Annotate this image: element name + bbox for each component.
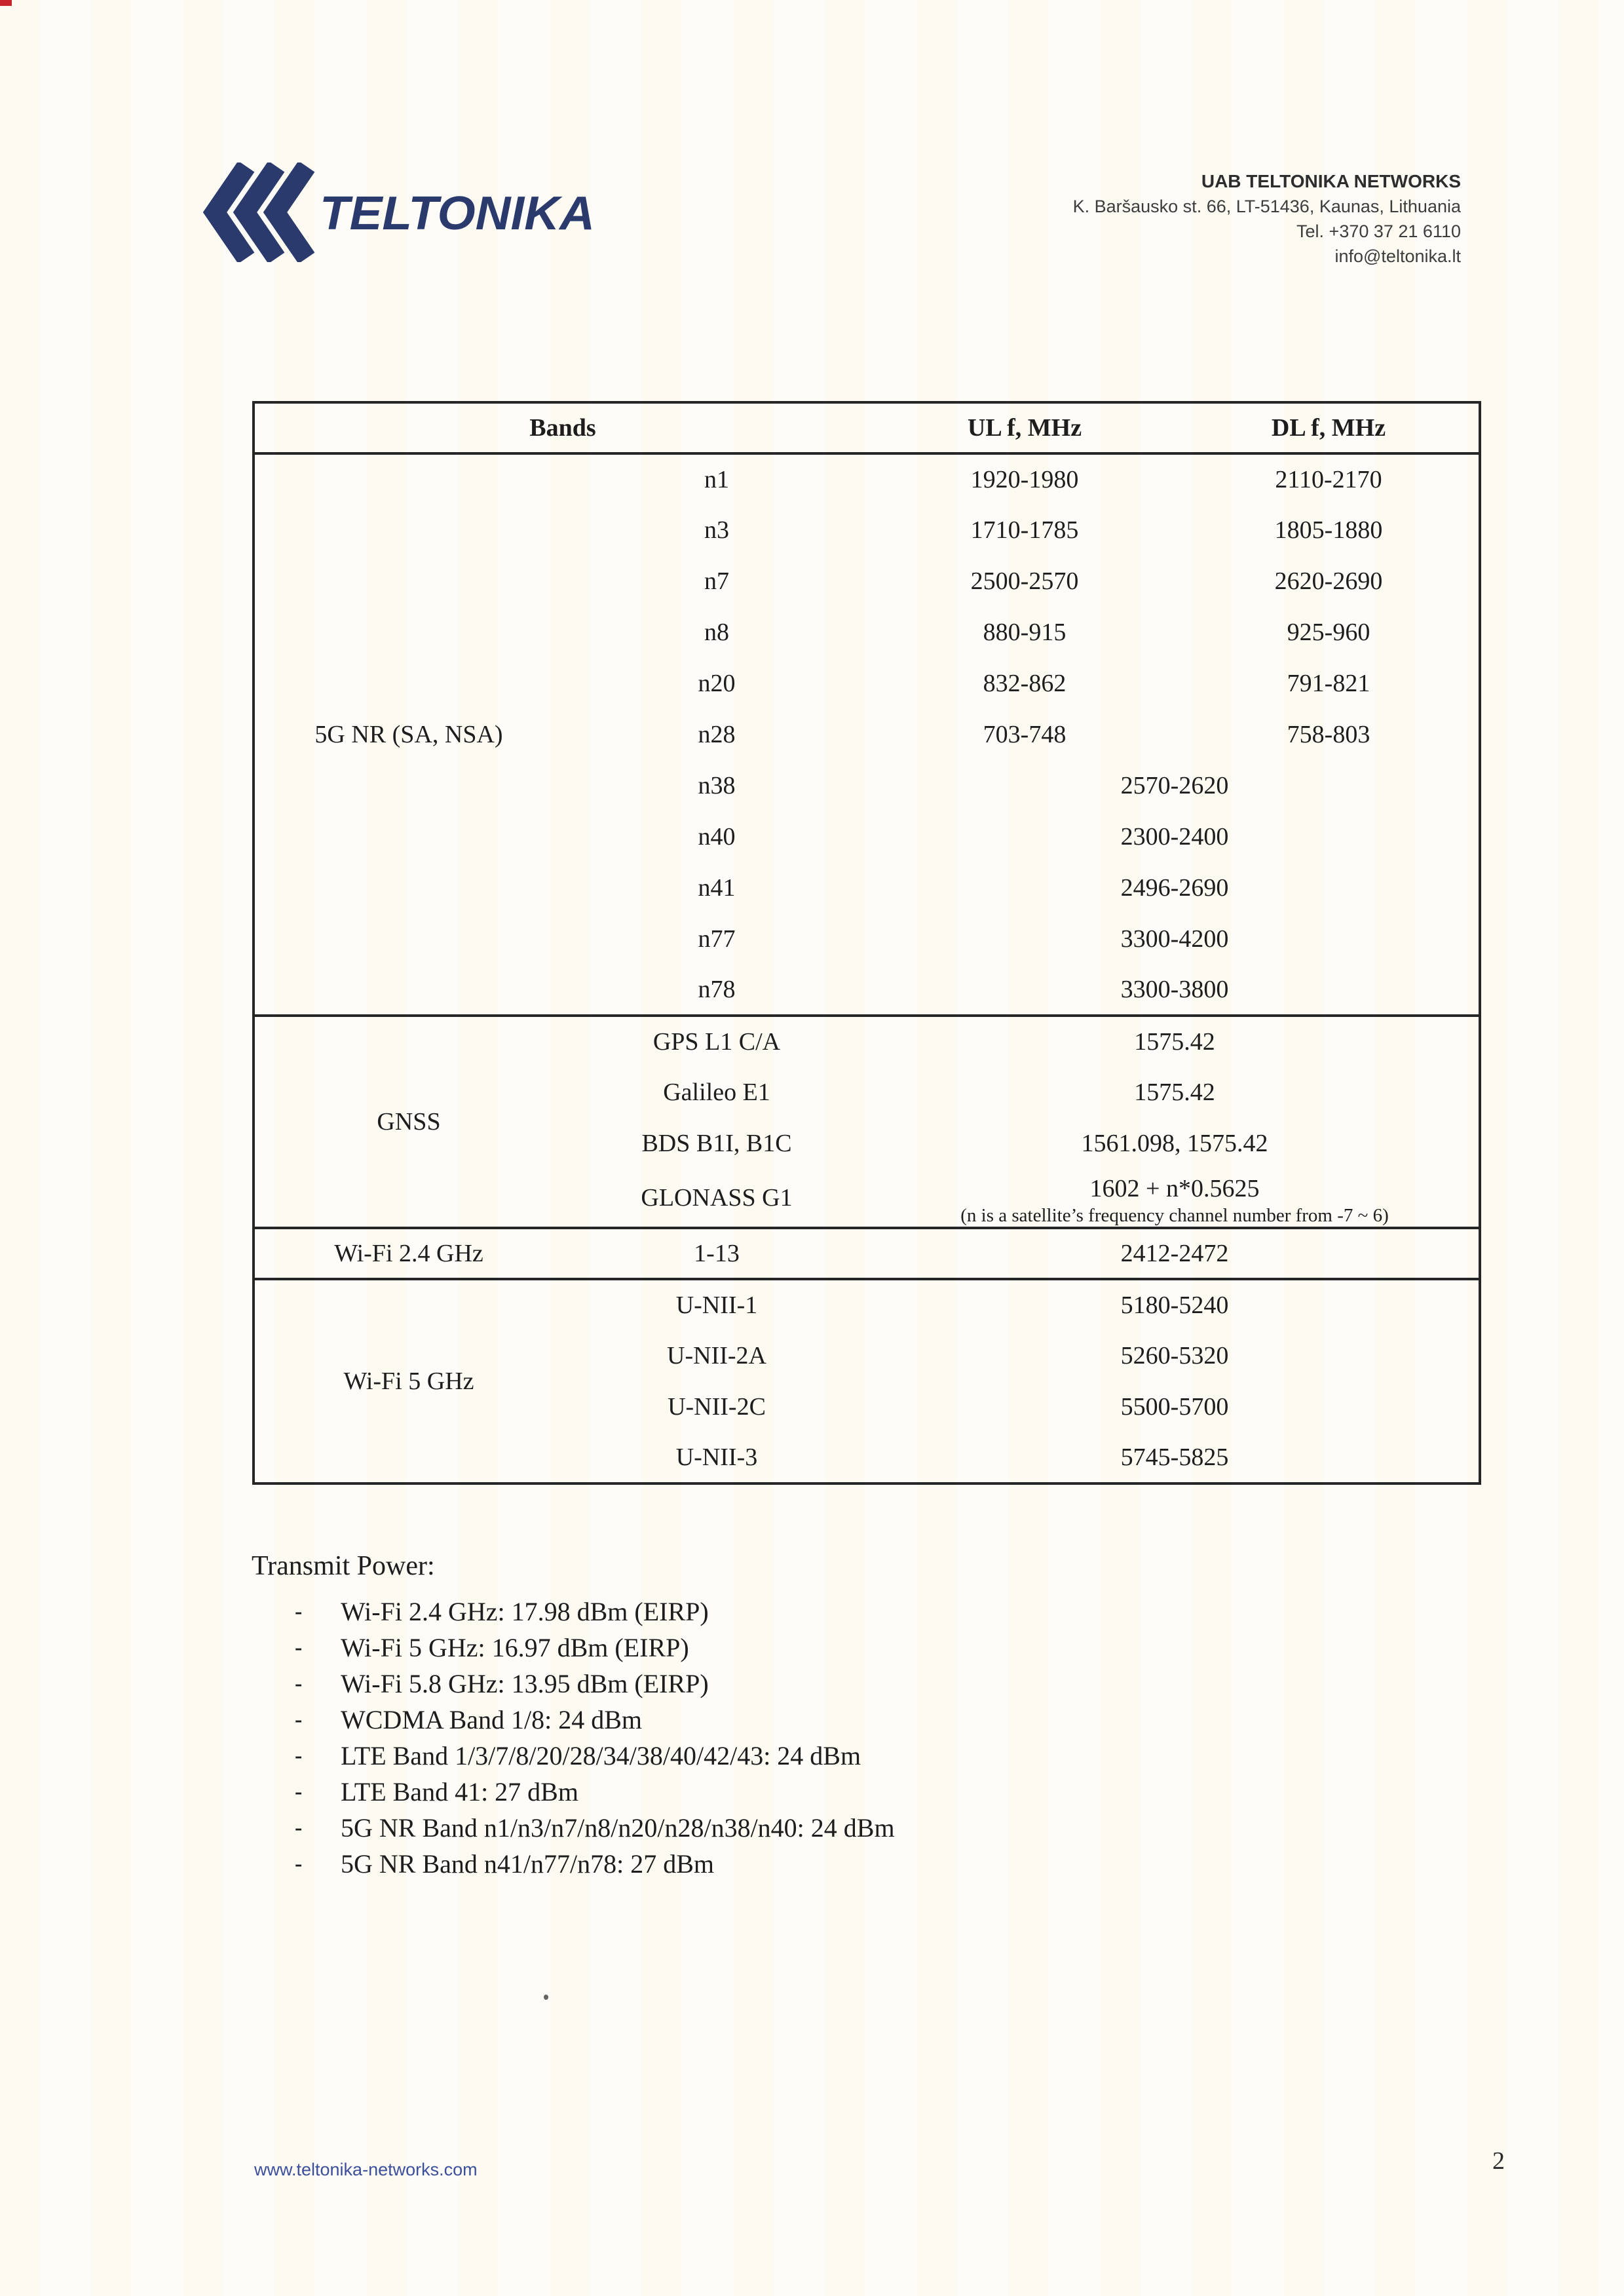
footer-website-link: www.teltonika-networks.com: [254, 2160, 478, 2179]
band-cell: n78: [698, 976, 736, 1003]
uldl-cell: 1561.098, 1575.42: [1081, 1130, 1268, 1157]
uldl-cell: 5500-5700: [1120, 1393, 1229, 1421]
company-phone: Tel. +370 37 21 6110: [1296, 221, 1461, 241]
ul-cell: 1920-1980: [970, 466, 1079, 493]
uldl-cell: 5745-5825: [1120, 1444, 1229, 1471]
list-item: [295, 1630, 895, 1666]
transmit-power-entry: 5G NR Band n41/n77/n78: 27 dBm: [341, 1849, 715, 1879]
company-info-block: [1073, 169, 1461, 269]
band-cell: Galileo E1: [663, 1079, 770, 1106]
group-label-wifi5: Wi-Fi 5 GHz: [254, 1279, 563, 1483]
band-cell: n41: [698, 874, 736, 902]
bands-table: [252, 401, 1481, 1485]
glonass-note: (n is a satellite’s frequency channel number from -7 ~ 6): [960, 1205, 1389, 1226]
company-name: UAB TELTONIKA NETWORKS: [1201, 171, 1461, 191]
uldl-cell: [871, 1169, 1480, 1228]
col-header-dl: DL f, MHz: [1179, 402, 1480, 453]
col-header-ul: UL f, MHz: [871, 402, 1179, 453]
band-cell: U-NII-1: [563, 1279, 871, 1330]
teltonika-logo: [194, 163, 600, 262]
band-cell: GLONASS G1: [641, 1184, 793, 1212]
uldl-cell: 5260-5320: [1120, 1342, 1229, 1369]
band-cell: n20: [698, 670, 736, 697]
table-row: [254, 1016, 1480, 1067]
table-row: [254, 453, 1480, 505]
ul-cell: 880-915: [983, 619, 1067, 646]
transmit-power-entry: 5G NR Band n1/n3/n7/n8/n20/n28/n38/n40: 24 dBm: [341, 1813, 895, 1843]
uldl-cell: 3300-4200: [1120, 925, 1229, 953]
company-address: K. Baršausko st. 66, LT-51436, Kaunas, Lithuania: [1072, 197, 1461, 216]
bullet-dash: -: [295, 1851, 303, 1876]
list-item: [295, 1774, 895, 1810]
transmit-power-entry: Wi-Fi 5 GHz: 16.97 dBm (EIRP): [341, 1633, 689, 1662]
dl-cell: 2620-2690: [1274, 567, 1383, 595]
band-cell: n3: [704, 516, 729, 544]
band-cell: n40: [698, 823, 736, 851]
band-cell: GPS L1 C/A: [563, 1016, 871, 1067]
list-item: [295, 1738, 895, 1774]
band-cell: U-NII-3: [675, 1444, 758, 1471]
dl-cell: 791-821: [1287, 670, 1370, 697]
transmit-power-entry: Wi-Fi 2.4 GHz: 17.98 dBm (EIRP): [341, 1597, 709, 1626]
dl-cell: 1805-1880: [1274, 516, 1383, 544]
ul-cell: 832-862: [983, 670, 1067, 697]
logo-wordmark: TELTONIKA: [320, 187, 595, 240]
bullet-dash: -: [295, 1599, 303, 1624]
band-cell: BDS B1I, B1C: [641, 1130, 792, 1157]
list-item: [295, 1702, 895, 1738]
teltonika-logo-icon: [194, 163, 600, 262]
band-cell: n7: [704, 567, 729, 595]
band-cell: U-NII-2C: [668, 1393, 766, 1421]
col-header-bands: Bands: [254, 402, 871, 453]
list-item: [295, 1846, 895, 1882]
ul-cell: 1710-1785: [970, 516, 1079, 544]
group-label-5gnr: 5G NR (SA, NSA): [314, 721, 503, 748]
dl-cell: 758-803: [1287, 721, 1370, 748]
band-cell: n28: [698, 721, 736, 748]
dl-cell: 2110-2170: [1275, 466, 1382, 493]
band-cell: n8: [704, 619, 729, 646]
transmit-power-entry: LTE Band 41: 27 dBm: [341, 1777, 578, 1807]
list-item: [295, 1666, 895, 1702]
uldl-cell: 2300-2400: [1120, 823, 1229, 851]
group-label-gnss: GNSS: [254, 1016, 563, 1228]
bullet-dash: -: [295, 1707, 303, 1732]
bullet-dash: -: [295, 1635, 303, 1660]
band-cell: n1: [704, 466, 729, 493]
glonass-frequency: 1602 + n*0.5625: [1089, 1175, 1260, 1202]
uldl-cell: 5180-5240: [871, 1279, 1480, 1330]
scan-speck-artifact: [544, 1995, 548, 2000]
list-item: [295, 1810, 895, 1846]
company-email: info@teltonika.lt: [1334, 246, 1461, 266]
band-cell: U-NII-2A: [667, 1342, 766, 1369]
group-label-wifi24: Wi-Fi 2.4 GHz: [254, 1228, 563, 1279]
ul-cell: 2500-2570: [970, 567, 1079, 595]
uldl-cell: 1575.42: [871, 1016, 1480, 1067]
uldl-cell: 2496-2690: [1120, 874, 1229, 902]
transmit-power-title: Transmit Power:: [252, 1551, 435, 1581]
list-item: [295, 1594, 895, 1630]
transmit-power-entry: Wi-Fi 5.8 GHz: 13.95 dBm (EIRP): [341, 1669, 709, 1698]
table-row: [254, 1228, 1480, 1279]
bullet-dash: -: [295, 1743, 303, 1768]
band-cell: n38: [698, 772, 736, 799]
uldl-cell: 2412-2472: [871, 1228, 1480, 1279]
uldl-cell: 1575.42: [1134, 1079, 1215, 1106]
ul-cell: 703-748: [983, 721, 1067, 748]
uldl-cell: 2570-2620: [1120, 772, 1229, 799]
table-header-row: [254, 402, 1480, 453]
bullet-dash: -: [295, 1815, 303, 1840]
bullet-dash: -: [295, 1671, 303, 1696]
dl-cell: 925-960: [1287, 619, 1370, 646]
transmit-power-entry: WCDMA Band 1/8: 24 dBm: [341, 1705, 643, 1734]
transmit-power-entry: LTE Band 1/3/7/8/20/28/34/38/40/42/43: 24 dBm: [341, 1741, 861, 1770]
page-number: 2: [1492, 2147, 1505, 2175]
band-cell: 1-13: [563, 1228, 871, 1279]
table-row: [254, 1279, 1480, 1330]
uldl-cell: 3300-3800: [1120, 976, 1229, 1003]
bullet-dash: -: [295, 1779, 303, 1804]
band-cell: n77: [698, 925, 736, 953]
scan-corner-artifact: [0, 0, 12, 6]
transmit-power-list: [295, 1594, 895, 1882]
